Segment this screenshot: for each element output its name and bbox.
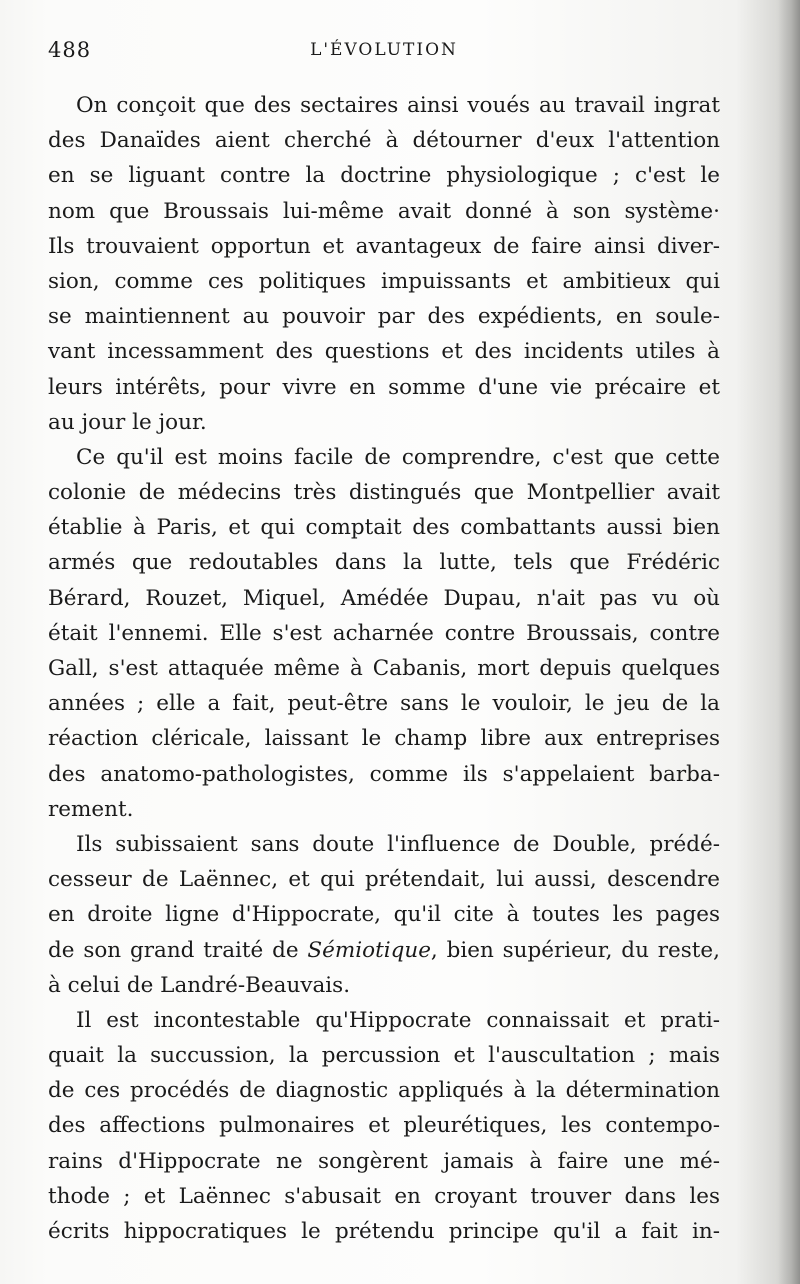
text-line: écrits hippocratiques le prétendu principe qu'il a fait in- xyxy=(48,1219,720,1244)
page-header xyxy=(48,38,720,74)
text-line: au jour le jour. xyxy=(48,409,207,435)
text-line: sion, comme ces politiques impuissants et ambitieux qui xyxy=(48,268,720,294)
text-line: années ; elle a fait, peut-être sans le vouloir, le jeu de la xyxy=(48,691,720,717)
text-line: Gall, s'est attaquée même à Cabanis, mort depuis quelques xyxy=(48,656,720,681)
text-line: thode ; et Laënnec s'abusait en croyant trouver dans les xyxy=(48,1183,720,1209)
text-line: colonie de médecins très distingués que Montpellier avait xyxy=(48,480,720,506)
page-number: 488 xyxy=(48,38,92,62)
text-line: Ce qu'il est moins facile de comprendre, c'est que cette xyxy=(76,444,720,470)
text-line: armés que redoutables dans la lutte, tels que Frédéric xyxy=(48,550,720,576)
text-line: se maintiennent au pouvoir par des expédients, en soule- xyxy=(48,304,720,330)
text-line: en se liguant contre la doctrine physiologique ; c'est le xyxy=(48,163,720,189)
text-segment: de son grand traité de xyxy=(48,937,308,963)
text-line: cesseur de Laënnec, et qui prétendait, lui aussi, descendre xyxy=(48,867,720,893)
text-line: réaction cléricale, laissant le champ libre aux entreprises xyxy=(48,726,720,752)
text-line: Ils subissaient sans doute l'influence de Double, prédé- xyxy=(76,831,720,857)
text-line: des affections pulmonaires et pleurétiques, les contempo- xyxy=(48,1113,720,1139)
body-text xyxy=(48,88,720,1249)
text-line: Ils trouvaient opportun et avantageux de faire ainsi diver- xyxy=(48,233,720,259)
text-line: à celui de Landré-Beauvais. xyxy=(48,972,351,998)
text-line: établie à Paris, et qui comptait des combattants aussi bien xyxy=(48,515,720,541)
paragraph xyxy=(48,1003,720,1249)
paragraph xyxy=(48,827,720,1003)
text-line: de ces procédés de diagnostic appliqués à la détermination xyxy=(48,1078,720,1104)
italic-title: Sémiotique xyxy=(307,937,431,963)
paragraph xyxy=(48,88,720,440)
text-line: leurs intérêts, pour vivre en somme d'une vie précaire et xyxy=(48,374,720,400)
text-line: On conçoit que des sectaires ainsi voués au travail ingrat xyxy=(76,93,720,118)
text-line: des Danaïdes aient cherché à détourner d'eux l'attention xyxy=(48,128,720,154)
text-line: en droite ligne d'Hippocrate, qu'il cite à toutes les pages xyxy=(48,902,720,928)
text-line: nom que Broussais lui-même avait donné à son système· xyxy=(48,198,720,224)
text-line: était l'ennemi. Elle s'est acharnée contre Broussais, contre xyxy=(48,620,720,646)
page-edge-shadow xyxy=(778,0,800,1284)
text-line: rains d'Hippocrate ne songèrent jamais à faire une mé- xyxy=(48,1148,720,1174)
paragraph xyxy=(48,440,720,827)
text-line: vant incessamment des questions et des incidents utiles à xyxy=(48,339,720,365)
text-line-with-italic xyxy=(48,933,720,968)
running-head: L'ÉVOLUTION xyxy=(310,40,458,60)
text-line: rement. xyxy=(48,796,134,822)
text-line: des anatomo-pathologistes, comme ils s'appelaient barba- xyxy=(48,761,720,787)
text-line: quait la succussion, la percussion et l'auscultation ; mais xyxy=(48,1043,720,1069)
text-line: Il est incontestable qu'Hippocrate connaissait et prati- xyxy=(76,1007,720,1033)
text-segment: , bien supérieur, du reste, xyxy=(430,937,720,963)
text-line: Bérard, Rouzet, Miquel, Amédée Dupau, n'ait pas vu où xyxy=(48,585,720,611)
